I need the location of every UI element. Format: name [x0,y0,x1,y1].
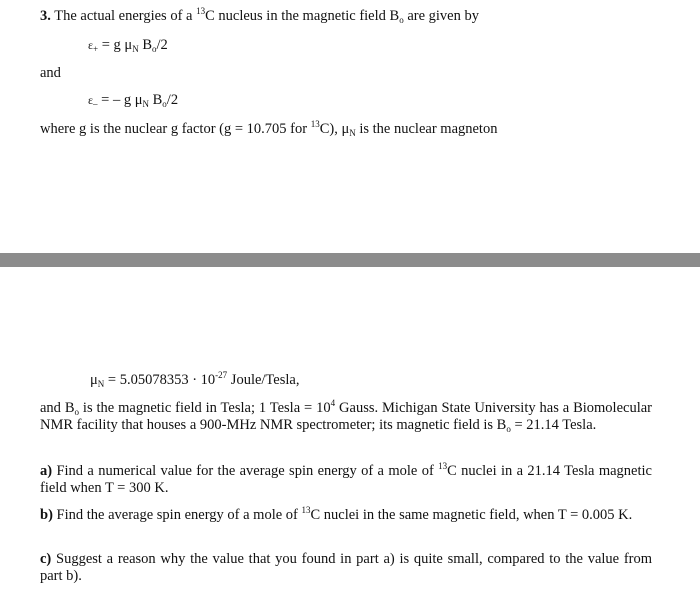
equation-plus [88,37,168,54]
question-a-text-b: C nuclei in a 21.14 Tesla magnetic field when T = 300 K. [40,463,652,496]
question-b-text-b: C nuclei in the same magnetic field, when T = 0.005 K. [310,507,633,523]
eq2-end: /2 [166,92,179,108]
question-a-text-a: Find a numerical value for the average spin energy of a mole of [56,463,434,479]
eq1-rhs: = g μ [101,37,133,53]
eq1-tail: B [142,37,152,53]
question-a [40,463,652,497]
mu-value: = 5.05078353 · 10 [107,372,216,388]
eq1-tail-sub: o [152,44,157,54]
question-b [40,507,652,524]
question-b-isotope: 13 [301,505,311,515]
question-c [40,551,652,585]
question-a-label: a) [40,463,53,479]
para-text-d: = 21.14 Tesla. [514,417,597,433]
equation-minus [88,92,178,109]
intro-text-after: C nucleus in the magnetic field B [205,8,400,24]
eq2-tail: B [152,92,163,108]
epsilon-minus-sub: – [93,99,98,109]
where-text-b: C), μ [319,121,350,137]
magneton-value [90,372,299,389]
epsilon-minus: ε [88,93,94,107]
problem-number: 3. [40,8,51,24]
para-text-a: and B [40,400,75,416]
where-mu-sub: N [349,128,356,138]
field-paragraph [40,400,652,434]
eq2-rhs: = – g μ [101,92,143,108]
and-word: and [40,65,61,81]
para-text-b: is the magnetic field in Tesla; 1 Tesla = 10 [82,400,331,416]
eq1-end: /2 [156,37,168,53]
isotope-mass: 13 [196,6,206,16]
question-c-text: Suggest a reason why the value that you found in part a) is quite small, compared to the value from part b). [40,551,653,584]
page-divider [0,253,700,267]
para-text-c: Gauss. Michigan State University has a Biomolecular NMR facility that houses a 900-MHz NMR spectrometer; its magnetic field is B [40,400,652,433]
where-text-a: where g is the nuclear g factor (g = 10.705 for [40,121,308,137]
eq1-mu-sub: N [132,44,139,54]
mu-unit: Joule/Tesla, [230,372,300,388]
where-text-c: is the nuclear magneton [359,121,498,137]
para-sup-b: 4 [330,398,336,408]
question-b-text-a: Find the average spin energy of a mole of [56,507,298,523]
intro-text-end: are given by [407,8,479,24]
where-line [40,121,497,138]
question-c-label: c) [40,551,52,567]
intro-text-before: The actual energies of a [54,8,193,24]
epsilon-plus-sub: + [93,44,99,54]
mu-exponent: -27 [215,370,228,380]
epsilon-plus: ε [88,38,94,52]
eq2-mu-sub: N [142,99,149,109]
problem-intro [40,8,479,25]
question-a-isotope: 13 [438,461,448,471]
para-sub-a: o [74,407,80,417]
question-b-label: b) [40,507,53,523]
mu-sub: N [97,379,105,389]
field-subscript: o [399,15,404,25]
para-sub-c: o [506,424,511,434]
eq2-tail-sub: o [162,99,167,109]
mu-label: μ [90,372,98,388]
where-isotope: 13 [310,119,320,129]
